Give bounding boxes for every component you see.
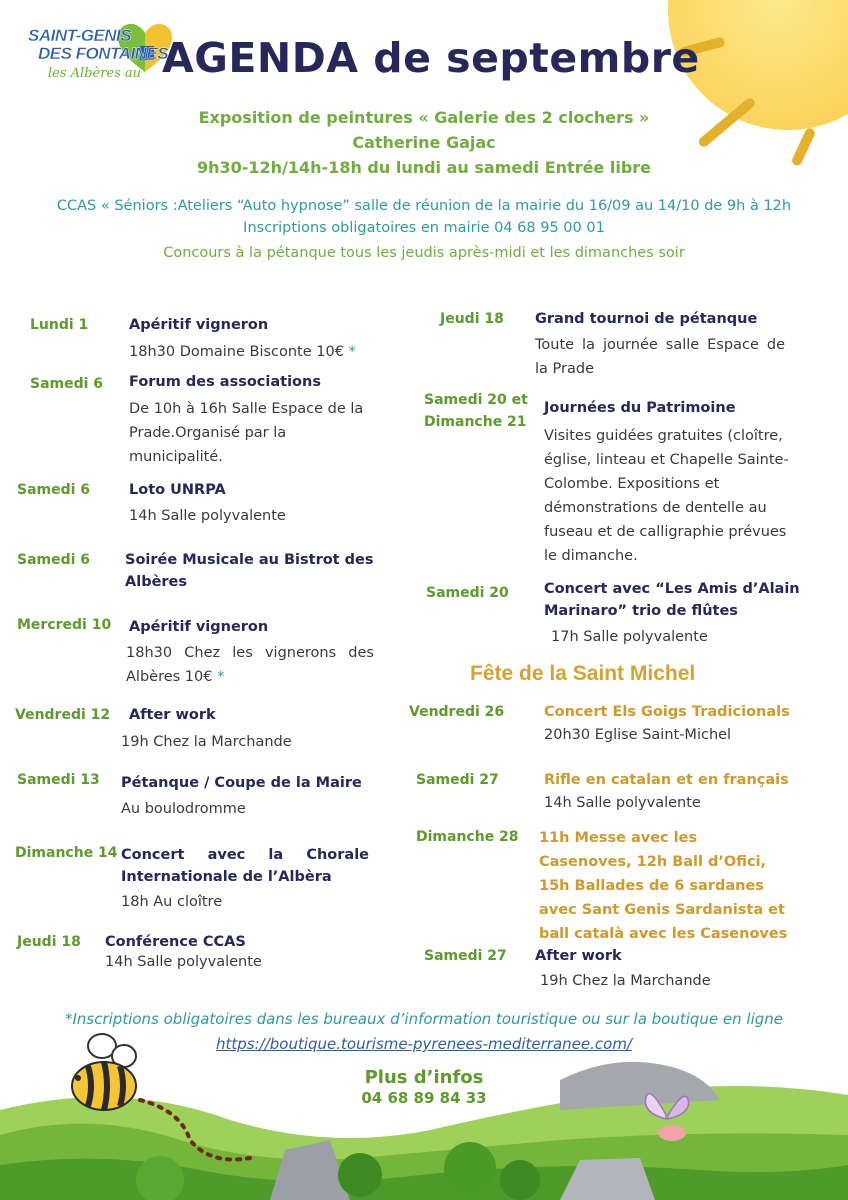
event-day: Jeudi 18 (440, 311, 504, 327)
event-day: Mercredi 10 (17, 617, 112, 633)
event-day: Samedi 6 (17, 552, 91, 568)
ccas-line-2: Inscriptions obligatoires en mairie 04 68 95 00 01 (243, 220, 605, 236)
event-desc: 14h Salle polyvalente (105, 954, 262, 970)
event-title: Rifle en catalan et en français (544, 772, 789, 788)
expo-line-3: 9h30-12h/14h-18h du lundi au samedi Entrée libre (196, 158, 652, 177)
event-title: Loto UNRPA (129, 482, 226, 498)
event-desc: 14h Salle polyvalente (129, 508, 286, 524)
fete-title: Fête de la Saint Michel (470, 662, 696, 685)
event-title: Apéritif vigneron (129, 619, 269, 635)
event-title: Conférence CCAS (105, 934, 246, 950)
logo-line-2: DES FONTAINES (38, 44, 169, 63)
infos-title: Plus d’infos (364, 1067, 484, 1088)
expo-block (0, 105, 848, 180)
event-day: Samedi 20 et Dimanche 21 (424, 392, 528, 430)
event-day: Samedi 6 (17, 482, 91, 498)
event-day: Jeudi 18 (17, 934, 81, 950)
event-title: After work (535, 948, 622, 964)
event-title: Concert avec “Les Amis d’Alain Marinaro” trio de flûtes (544, 581, 800, 619)
event-title: Forum des associations (129, 374, 321, 390)
event-desc: 18h Au cloître (121, 894, 223, 910)
event-desc: 20h30 Eglise Saint-Michel (544, 727, 732, 743)
ccas-block (0, 195, 848, 239)
logo-line-1: SAINT-GENIS (28, 26, 132, 45)
event-desc: 17h Salle polyvalente (551, 629, 708, 645)
event-day: Samedi 27 (424, 948, 507, 964)
event-title: Journées du Patrimoine (544, 400, 736, 416)
event-day: Lundi 1 (30, 317, 89, 333)
ccas-line-1: CCAS « Séniors :Ateliers “Auto hypnose” salle de réunion de la mairie du 16/09 au 14/10 de 9h à 12h (56, 198, 792, 214)
infos-phone: 04 68 89 84 33 (361, 1089, 487, 1107)
event-day: Dimanche 28 (416, 829, 519, 845)
footer-note: *Inscriptions obligatoires dans les bureaux d’information touristique ou sur la boutique en ligne (64, 1010, 784, 1028)
event-title: After work (129, 707, 216, 723)
expo-line-2: Catherine Gajac (352, 133, 496, 152)
event-desc: 19h Chez la Marchande (540, 973, 711, 989)
petanque-line: Concours à la pétanque tous les jeudis après-midi et les dimanches soir (163, 245, 685, 261)
event-desc: Visites guidées gratuites (cloître, église, linteau et Chapelle Sainte-Colombe. Expositions et démonstrations de dentelle au fuseau et de calligraphie prévues le dimanche. (544, 428, 789, 564)
event-desc: Toute la journée salle Espace de la Prade (535, 337, 785, 377)
event-day: Samedi 27 (416, 772, 499, 788)
event-desc: Au boulodromme (121, 801, 246, 817)
event-desc-text: 18h30 Chez les vignerons des Albères 10€ (126, 645, 374, 685)
event-title: Apéritif vigneron (129, 317, 269, 333)
expo-line-1: Exposition de peintures « Galerie des 2 clochers » (198, 108, 650, 127)
event-desc: De 10h à 16h Salle Espace de la Prade.Organisé par la municipalité. (129, 401, 364, 465)
event-title: 11h Messe avec les Casenoves, 12h Ball d’Ofici, 15h Ballades de 6 sardanes avec Sant Genis Sardanista et ball català avec les Casenoves (539, 830, 788, 942)
page-title: AGENDA de septembre (162, 34, 700, 82)
asterisk: * (212, 669, 225, 685)
event-day: Vendredi 26 (409, 704, 505, 720)
event-day: Vendredi 12 (15, 707, 111, 723)
event-title: Concert Els Goigs Tradicionals (544, 704, 790, 720)
event-title: Concert avec la Chorale Internationale de l’Albèra (121, 847, 369, 885)
event-title: Pétanque / Coupe de la Maire (121, 775, 362, 791)
event-desc-text: 18h30 Domaine Bisconte 10€ (129, 344, 344, 360)
event-day: Samedi 6 (30, 376, 104, 392)
event-desc: 14h Salle polyvalente (544, 795, 701, 811)
event-day: Samedi 20 (426, 585, 509, 601)
event-desc: 19h Chez la Marchande (121, 734, 292, 750)
event-desc (126, 641, 374, 689)
boutique-link[interactable]: https://boutique.tourisme-pyrenees-mediterranee.com/ (216, 1035, 632, 1053)
event-day: Samedi 13 (17, 772, 100, 788)
asterisk: * (343, 344, 356, 360)
town-logo (24, 22, 174, 117)
event-title: Soirée Musicale au Bistrot des Albères (125, 552, 374, 590)
event-title: Grand tournoi de pétanque (535, 311, 758, 327)
event-desc (129, 340, 356, 364)
logo-line-3: les Albères au (48, 66, 142, 81)
event-day: Dimanche 14 (15, 845, 118, 861)
